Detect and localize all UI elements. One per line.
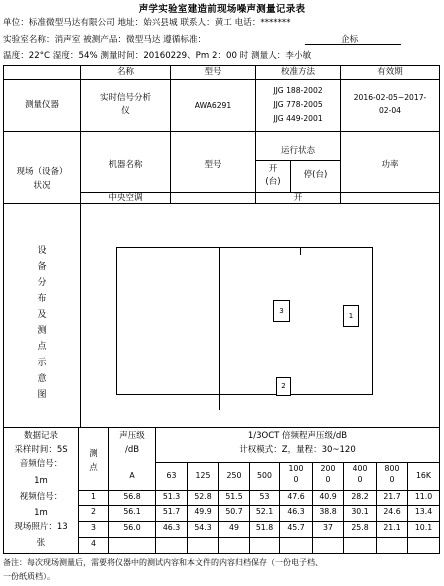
meas-col-point-line2: 点 <box>89 463 98 473</box>
measure-value-cell: 45.7 <box>287 523 305 532</box>
freq-label-500: 500 <box>257 471 272 480</box>
measure-value-cell: 47.6 <box>287 492 305 501</box>
equip-col-on-unit: (台) <box>265 177 281 187</box>
meas-label-audio-dist: 1m <box>34 476 48 486</box>
measure-value-cell: 51.8 <box>255 523 274 532</box>
freq-label-4000: 400 0 <box>352 464 368 484</box>
equip-row-label-line1: 现场（设备） <box>16 167 68 177</box>
measure-value-cell: 21.7 <box>383 492 401 501</box>
header-standard-value: 企标 <box>341 35 359 45</box>
meas-col-spl-line1: 声压级 <box>119 431 145 441</box>
header-line-unit: 单位：标准微型马达有限公司 地址：始兴县城 联系人：黄工 电话：******* <box>3 18 291 28</box>
measure-value-cell: 52.8 <box>194 492 212 501</box>
document-title: 声学实验室建造前现场噪声测量记录表 <box>138 4 306 15</box>
measure-value-cell: 37 <box>323 523 333 532</box>
instr-calibration-2: JJG 778-2005 <box>273 100 323 109</box>
measure-value-cell: 30.1 <box>351 507 369 516</box>
measure-point-cell: 1 <box>91 492 96 501</box>
meas-octave-header-line1: 1/3OCT 倍频程声压级/dB <box>247 431 348 441</box>
meas-col-point-line1: 测 <box>89 449 98 459</box>
equip-col-status: 运行状态 <box>280 146 315 156</box>
meas-label-video-dist: 1m <box>34 508 48 518</box>
instr-name-line1: 实时信号分析 <box>99 93 151 103</box>
instr-col-name: 名称 <box>116 67 134 77</box>
measure-point-cell: 4 <box>91 539 96 548</box>
measure-point-2: 2 <box>276 377 291 396</box>
instr-col-calibration: 校准方法 <box>280 67 315 77</box>
instr-validity-line1: 2016-02-05~2017- <box>353 93 427 102</box>
meas-label-photo: 现场照片：13 <box>14 522 68 532</box>
meas-label-video: 视频信号： <box>19 492 63 502</box>
instr-row-label: 测量仪器 <box>24 100 59 110</box>
measure-value-cell: 46.3 <box>162 523 181 532</box>
equip-status-value: 开 <box>293 193 303 203</box>
instr-name-line2: 仪 <box>121 106 130 116</box>
meas-label-record: 数据记录 <box>23 431 58 441</box>
measure-value-cell: 46.3 <box>287 507 305 516</box>
layout-row-label: 设 备 分 布 及 测 点 示 意 图 <box>37 246 47 400</box>
measure-value-cell: 56.1 <box>123 507 141 516</box>
instr-model: AWA6291 <box>194 101 232 110</box>
equip-row-label-line2: 状况 <box>33 181 51 191</box>
note-line2: 一份纸质档）。 <box>3 572 55 581</box>
measure-value-cell: 38.8 <box>319 507 337 516</box>
instr-calibration-3: JJG 449-2001 <box>273 114 323 123</box>
freq-label-8000: 800 0 <box>384 464 400 484</box>
freq-label-16k: 16K <box>415 471 432 480</box>
meas-label-sampling: 采样时间：5S <box>14 445 68 455</box>
meas-col-spl-line2: /dB <box>124 445 140 455</box>
measure-value-cell: 51.5 <box>225 492 243 501</box>
note-line1: 备注：每次现场测量后，需要将仪器中的测试内容和本文件的内容归档保存（一份电子档、 <box>3 558 323 567</box>
measure-value-cell: 13.4 <box>414 507 433 516</box>
room-outline <box>117 248 373 395</box>
equip-machine-name: 中央空调 <box>108 193 143 203</box>
measure-value-cell: 51.7 <box>162 507 181 516</box>
instr-col-validity: 有效期 <box>377 67 403 77</box>
freq-label-a: A <box>129 471 135 480</box>
freq-label-125: 125 <box>195 471 211 480</box>
freq-label-250: 250 <box>226 471 242 480</box>
instr-col-model: 型号 <box>204 67 222 77</box>
measure-value-cell: 10.1 <box>414 523 433 532</box>
measure-value-cell: 25.8 <box>351 523 369 532</box>
meas-octave-header-line2: 计权模式：Z，量程：30~120 <box>239 445 356 455</box>
measure-value-cell: 49.9 <box>194 507 212 516</box>
header-line-lab: 实验室名称：消声室 被测产品：微型马达 遵循标准： <box>3 35 207 45</box>
instr-calibration-1: JJG 188-2002 <box>273 86 323 95</box>
measure-value-cell: 50.7 <box>225 507 243 516</box>
measure-value-cell: 24.6 <box>383 507 401 516</box>
instr-validity-line2: 02-04 <box>378 106 402 115</box>
measure-value-cell: 53 <box>259 492 270 501</box>
equip-col-power: 功率 <box>381 160 399 170</box>
measure-point-cell: 2 <box>91 507 96 516</box>
meas-label-audio: 音频信号： <box>19 459 63 469</box>
measure-value-cell: 52.1 <box>255 507 274 516</box>
meas-label-photo-unit: 张 <box>36 538 46 548</box>
freq-label-2000: 200 0 <box>320 464 336 484</box>
freq-label-63: 63 <box>166 471 177 480</box>
measure-point-cell: 3 <box>91 523 96 532</box>
measure-value-cell: 56.0 <box>123 523 141 532</box>
measure-value-cell: 28.2 <box>351 492 369 501</box>
measure-point-1: 1 <box>343 305 359 327</box>
equip-col-on: 开 <box>268 164 278 174</box>
measure-value-cell: 54.3 <box>194 523 212 532</box>
measure-value-cell: 40.9 <box>319 492 337 501</box>
measure-value-cell: 56.8 <box>123 492 141 501</box>
measure-point-3: 3 <box>273 300 290 322</box>
equip-col-model: 型号 <box>204 160 222 170</box>
header-line-conditions: 温度：22°C 湿度：54% 测量时间：20160229、Pm 2：00 时 测量人：李小敏 <box>3 51 312 61</box>
equip-col-machine: 机器名称 <box>108 160 143 170</box>
measure-value-cell: 21.1 <box>383 523 401 532</box>
equip-col-off: 停(台) <box>303 170 328 180</box>
measure-value-cell: 11.0 <box>414 492 433 501</box>
measure-value-cell: 49 <box>229 523 239 532</box>
measure-value-cell: 51.3 <box>162 492 181 501</box>
freq-label-1000: 100 0 <box>288 464 304 484</box>
